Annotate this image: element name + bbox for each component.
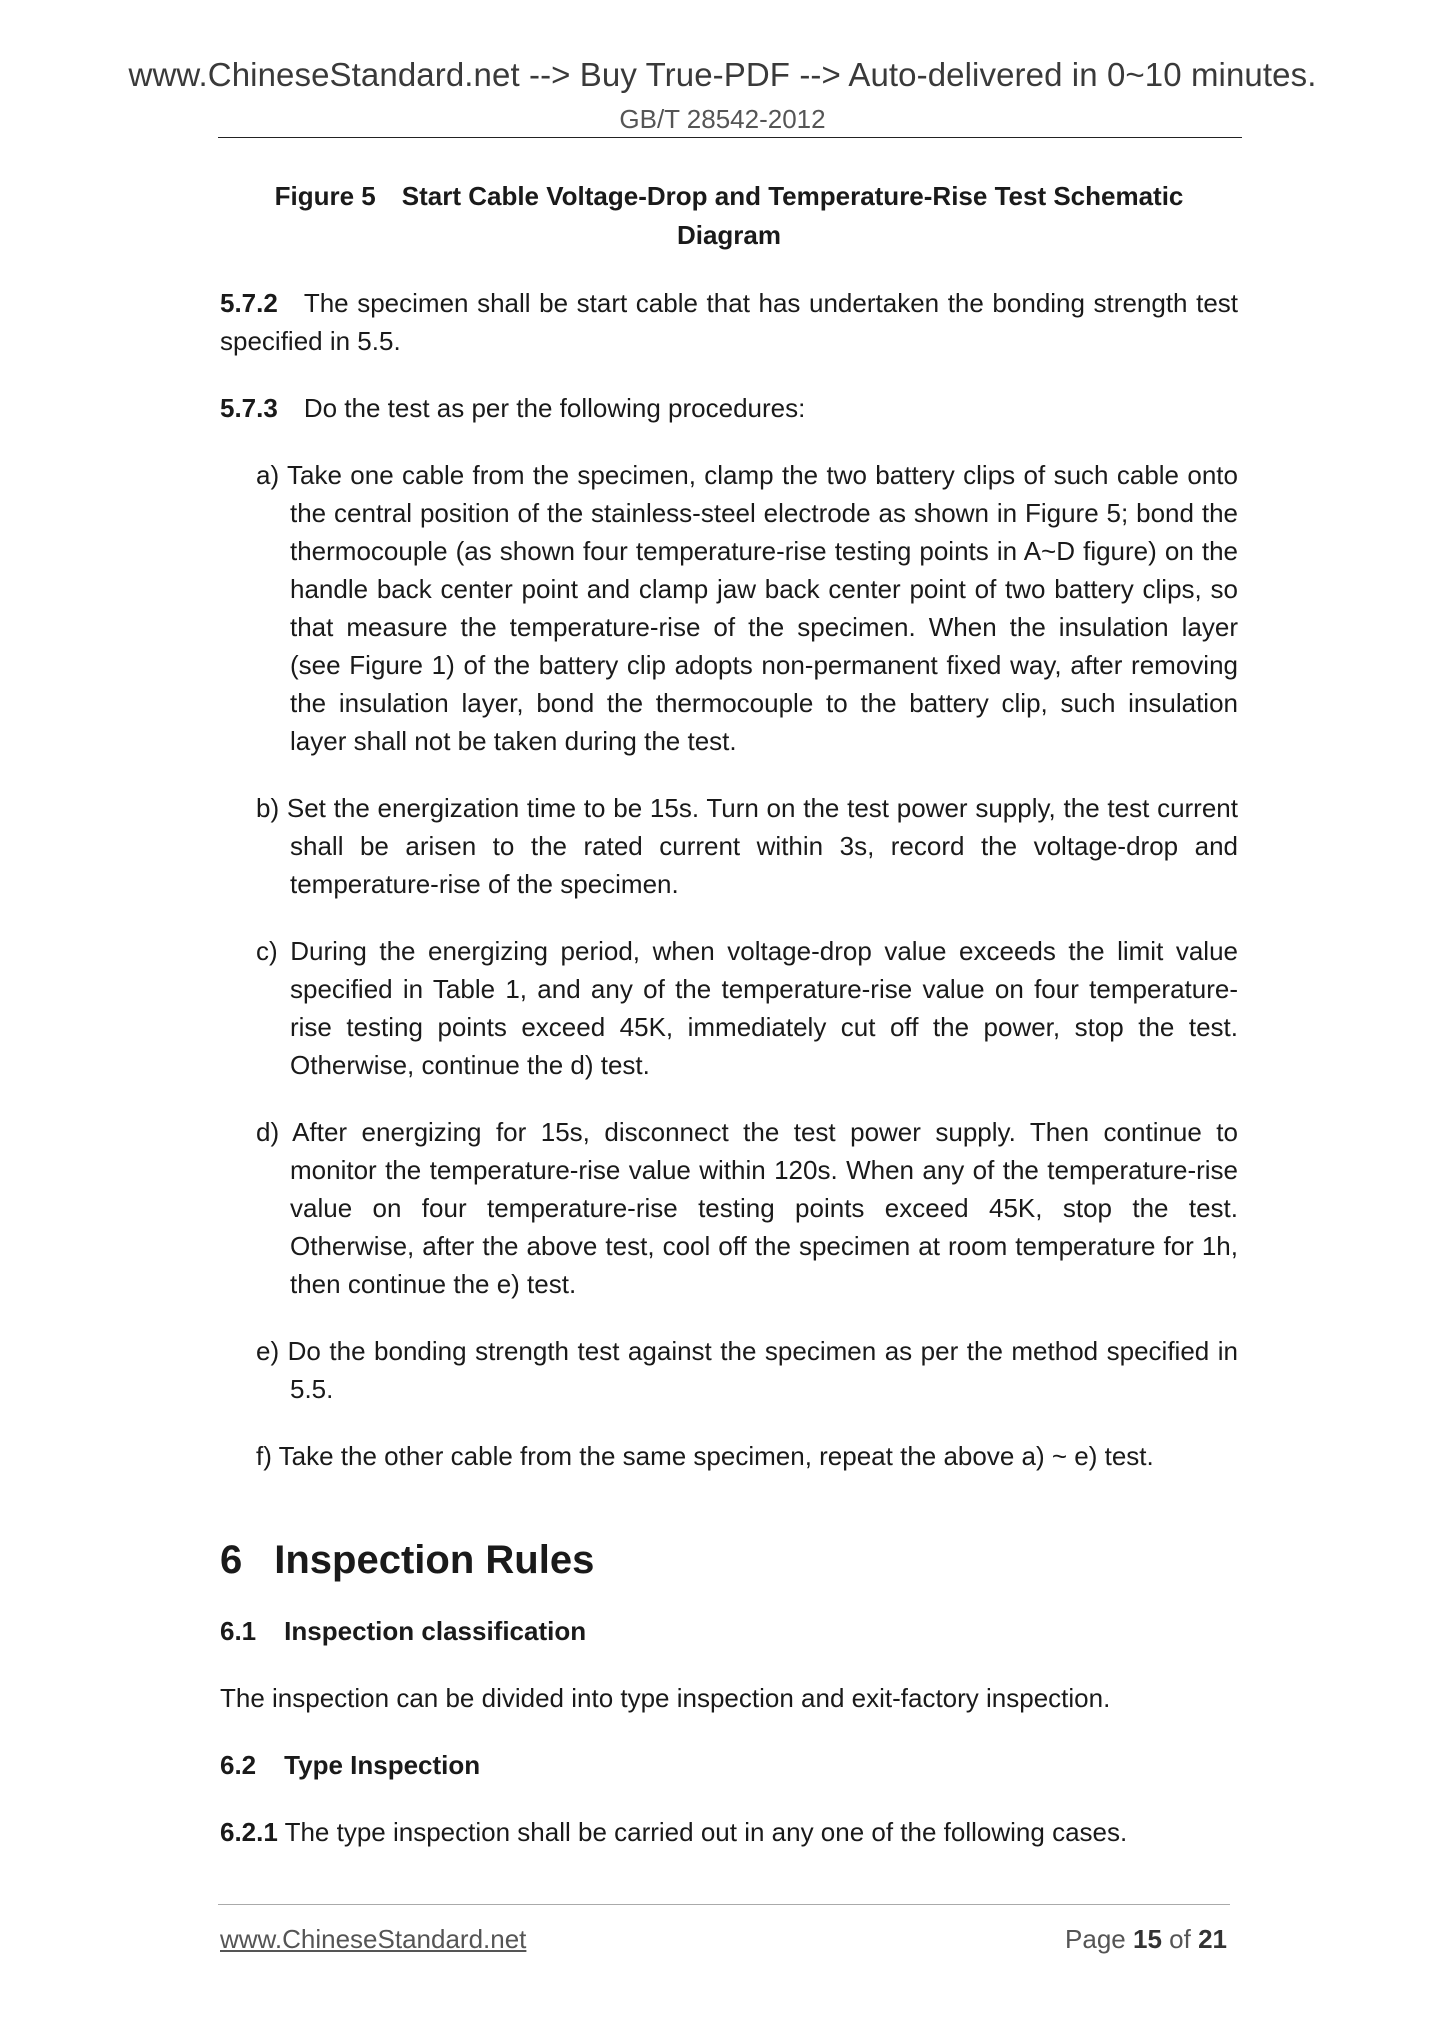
figure-caption xyxy=(220,177,1238,255)
clause-number: 6.2.1 xyxy=(220,1817,278,1847)
clause-number: 5.7.2 xyxy=(220,288,278,318)
clause-6-2-1 xyxy=(220,1813,1238,1851)
page-of: of xyxy=(1169,1924,1191,1954)
page-label: Page xyxy=(1065,1924,1126,1954)
header-banner: www.ChineseStandard.net --> Buy True-PDF --> Auto-delivered in 0~10 minutes. xyxy=(128,56,1317,93)
item-text: After energizing for 15s, disconnect the test power supply. Then continue to monitor the temperature-rise value within 120s. When any of the temperature-rise value on four temperature-rise testing points exceed 45K, stop the test. Otherwise, after the above test, cool off the specimen at room temperature for 1h, then continue the e) test. xyxy=(290,1117,1238,1299)
section-heading xyxy=(220,1535,1238,1585)
item-marker: a) xyxy=(256,460,280,490)
procedure-item-e xyxy=(256,1332,1238,1408)
item-marker: d) xyxy=(256,1117,280,1147)
item-marker: c) xyxy=(256,936,278,966)
subsection-title: Type Inspection xyxy=(284,1750,481,1780)
page-total: 21 xyxy=(1198,1924,1227,1954)
item-text: Do the bonding strength test against the specimen as per the method specified in 5.5. xyxy=(287,1336,1238,1404)
figure-number: Figure 5 xyxy=(274,181,376,211)
standard-code: GB/T 28542-2012 xyxy=(619,104,826,134)
section-title: Inspection Rules xyxy=(274,1538,595,1582)
subsection-number: 6.2 xyxy=(220,1750,257,1780)
procedure-item-c xyxy=(256,932,1238,1084)
procedure-item-a xyxy=(256,456,1238,760)
procedure-item-b xyxy=(256,789,1238,903)
section-number: 6 xyxy=(220,1538,243,1582)
item-text: Set the energization time to be 15s. Turn on the test power supply, the test current shall be arisen to the rated current within 3s, record the voltage-drop and temperature-rise of the specimen. xyxy=(286,793,1238,899)
subsection-heading-6-1 xyxy=(220,1612,1238,1650)
item-text: Take the other cable from the same specimen, repeat the above a) ~ e) test. xyxy=(278,1441,1154,1471)
page-body xyxy=(220,177,1238,1880)
item-marker: e) xyxy=(256,1336,280,1366)
clause-5-7-3 xyxy=(220,389,1238,427)
page-current: 15 xyxy=(1133,1924,1162,1954)
clause-text: The type inspection shall be carried out in any one of the following cases. xyxy=(284,1817,1128,1847)
subsection-heading-6-2 xyxy=(220,1746,1238,1784)
figure-title: Start Cable Voltage-Drop and Temperature-Rise Test Schematic Diagram xyxy=(401,181,1184,250)
page-indicator xyxy=(1065,1924,1227,1955)
procedure-item-f xyxy=(256,1437,1238,1475)
procedure-item-d xyxy=(256,1113,1238,1303)
item-text: Take one cable from the specimen, clamp the two battery clips of such cable onto the central position of the stainless-steel electrode as shown in Figure 5; bond the thermocouple (as shown four temperature-rise testing points in A~D figure) on the handle back center point and clamp jaw back center point of two battery clips, so that measure the temperature-rise of the specimen. When the insulation layer (see Figure 1) of the battery clip adopts non-permanent fixed way, after removing the insulation layer, bond the thermocouple to the battery clip, such insulation layer shall not be taken during the test. xyxy=(287,460,1238,756)
subsection-number: 6.1 xyxy=(220,1616,257,1646)
footer-divider xyxy=(218,1904,1230,1905)
item-text: During the energizing period, when voltage-drop value exceeds the limit value specified in Table 1, and any of the temperature-rise value on four temperature-rise testing points exceed 45K, immediately cut off the power, stop the test. Otherwise, continue the d) test. xyxy=(290,936,1238,1080)
item-marker: b) xyxy=(256,793,280,823)
subsection-title: Inspection classification xyxy=(284,1616,587,1646)
clause-5-7-2 xyxy=(220,284,1238,360)
header-divider xyxy=(218,137,1242,138)
paragraph-6-1: The inspection can be divided into type inspection and exit-factory inspection. xyxy=(220,1683,1111,1713)
footer-site-link[interactable]: www.ChineseStandard.net xyxy=(220,1924,527,1954)
item-marker: f) xyxy=(256,1441,272,1471)
clause-text: The specimen shall be start cable that has undertaken the bonding strength test specified in 5.5. xyxy=(220,288,1238,356)
clause-text: Do the test as per the following procedures: xyxy=(303,393,806,423)
clause-number: 5.7.3 xyxy=(220,393,278,423)
